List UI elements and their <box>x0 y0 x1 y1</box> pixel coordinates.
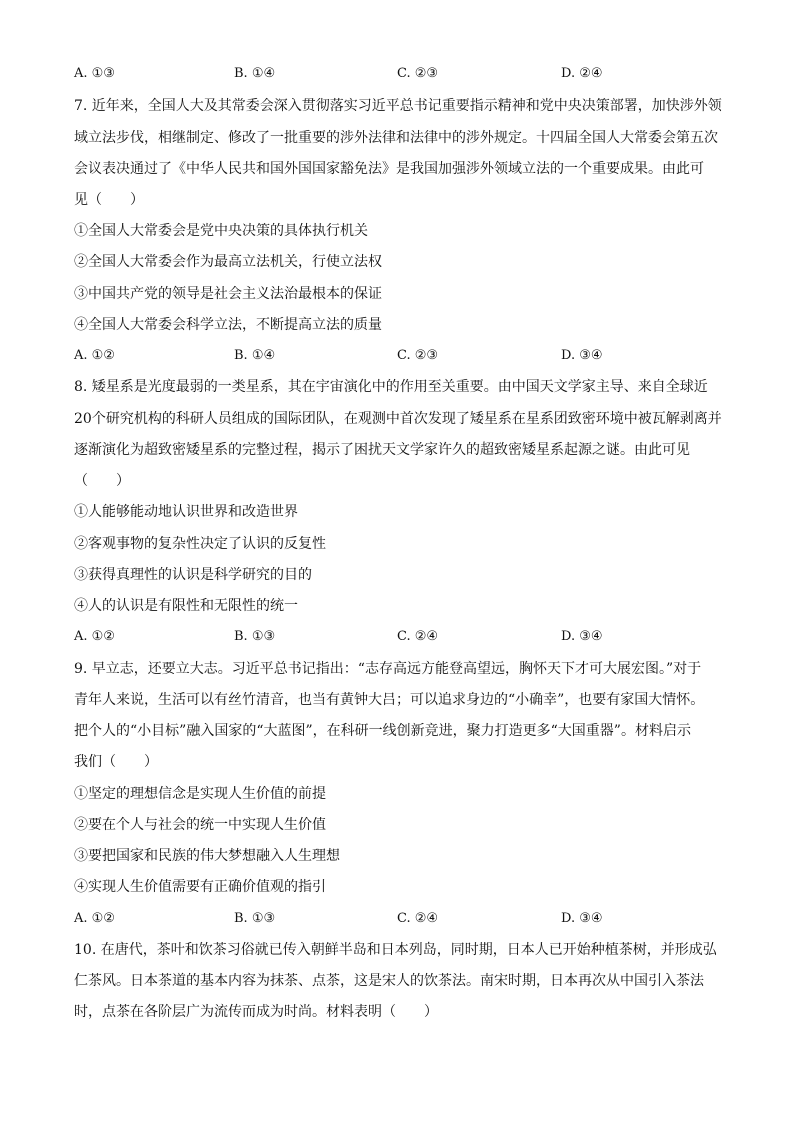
q7-option-d[interactable]: D. ③④ <box>561 348 603 363</box>
q10-stem-line: 仁茶风。日本茶道的基本内容为抹茶、点茶，这是宋人的饮茶法。南宋时期，日本再次从中国引入茶法 <box>74 973 704 989</box>
q8-options <box>74 627 724 647</box>
q7-stem-line: 域立法步伐，相继制定、修改了一批重要的涉外法律和法律中的涉外规定。十四届全国人大常委会第五次 <box>74 130 718 146</box>
q8-statement-4: ④人的认识是有限性和无限性的统一 <box>74 598 298 614</box>
q9-stem-line: 9. 早立志，还要立大志。习近平总书记指出：“志存高远方能登高望远，胸怀天下才可大展宏图。”对于 <box>74 661 702 677</box>
q9-option-d[interactable]: D. ③④ <box>561 911 603 926</box>
q8-statement-1: ①人能够能动地认识世界和改造世界 <box>74 504 298 520</box>
q7-option-b[interactable]: B. ①④ <box>234 348 276 363</box>
q9-stem-line: 把个人的“小目标”融入国家的“大蓝图”，在科研一线创新竞进，聚力打造更多“大国重器”。材料启示 <box>74 723 691 739</box>
q10-stem-line: 10. 在唐代，茶叶和饮茶习俗就已传入朝鲜半岛和日本列岛，同时期，日本人已开始种植茶树，并形成弘 <box>74 942 717 958</box>
q9-option-a[interactable]: A. ①② <box>74 911 115 926</box>
q8-option-d[interactable]: D. ③④ <box>561 629 603 644</box>
q8-stem-line: 逐渐演化为超致密矮星系的完整过程，揭示了困扰天文学家许久的超致密矮星系起源之谜。由此可见 <box>74 442 690 458</box>
q6-option-c[interactable]: C. ②③ <box>397 66 439 81</box>
q9-stem-line: 我们（ ） <box>74 754 158 770</box>
q8-option-b[interactable]: B. ①③ <box>234 629 276 644</box>
q9-stem-line: 青年人来说，生活可以有丝竹清音，也当有黄钟大吕；可以追求身边的“小确幸”，也要有家国大情怀。 <box>74 692 705 708</box>
q8-statement-3: ③获得真理性的认识是科学研究的目的 <box>74 567 312 583</box>
q6-options <box>74 64 724 84</box>
q6-option-d[interactable]: D. ②④ <box>561 66 603 81</box>
q9-options <box>74 909 724 929</box>
q6-option-b[interactable]: B. ①④ <box>234 66 276 81</box>
q9-statement-2: ②要在个人与社会的统一中实现人生价值 <box>74 817 326 833</box>
q7-options <box>74 346 724 366</box>
q9-statement-1: ①坚定的理想信念是实现人生价值的前提 <box>74 786 326 802</box>
q9-statement-4: ④实现人生价值需要有正确价值观的指引 <box>74 879 326 895</box>
q7-statement-2: ②全国人大常委会作为最高立法机关，行使立法权 <box>74 254 382 270</box>
q8-stem-line: 8. 矮星系是光度最弱的一类星系，其在宇宙演化中的作用至关重要。由中国天文学家主导、来自全球近 <box>74 379 708 395</box>
q7-statement-1: ①全国人大常委会是党中央决策的具体执行机关 <box>74 223 368 239</box>
q9-option-b[interactable]: B. ①③ <box>234 911 276 926</box>
q9-option-c[interactable]: C. ②④ <box>397 911 439 926</box>
q8-statement-2: ②客观事物的复杂性决定了认识的反复性 <box>74 536 326 552</box>
q7-stem-line: 会议表决通过了《中华人民共和国外国国家豁免法》是我国加强涉外领域立法的一个重要成果。由此可 <box>74 161 704 177</box>
q7-option-a[interactable]: A. ①② <box>74 348 115 363</box>
q8-option-a[interactable]: A. ①② <box>74 629 115 644</box>
q7-statement-3: ③中国共产党的领导是社会主义法治最根本的保证 <box>74 286 382 302</box>
q8-option-c[interactable]: C. ②④ <box>397 629 439 644</box>
q8-stem-line: 20个研究机构的科研人员组成的国际团队，在观测中首次发现了矮星系在星系团致密环境中被瓦解剥离并 <box>74 411 722 427</box>
q6-option-a[interactable]: A. ①③ <box>74 66 115 81</box>
q7-statement-4: ④全国人大常委会科学立法，不断提高立法的质量 <box>74 317 382 333</box>
q7-option-c[interactable]: C. ②③ <box>397 348 439 363</box>
q7-stem-line: 见（ ） <box>74 192 144 208</box>
q9-statement-3: ③要把国家和民族的伟大梦想融入人生理想 <box>74 848 340 864</box>
q8-stem-line: （ ） <box>74 473 130 489</box>
q7-stem-line: 7. 近年来，全国人大及其常委会深入贯彻落实习近平总书记重要指示精神和党中央决策部署，加快涉外领 <box>74 98 722 114</box>
q10-stem-line: 时，点茶在各阶层广为流传而成为时尚。材料表明（ ） <box>74 1004 438 1020</box>
